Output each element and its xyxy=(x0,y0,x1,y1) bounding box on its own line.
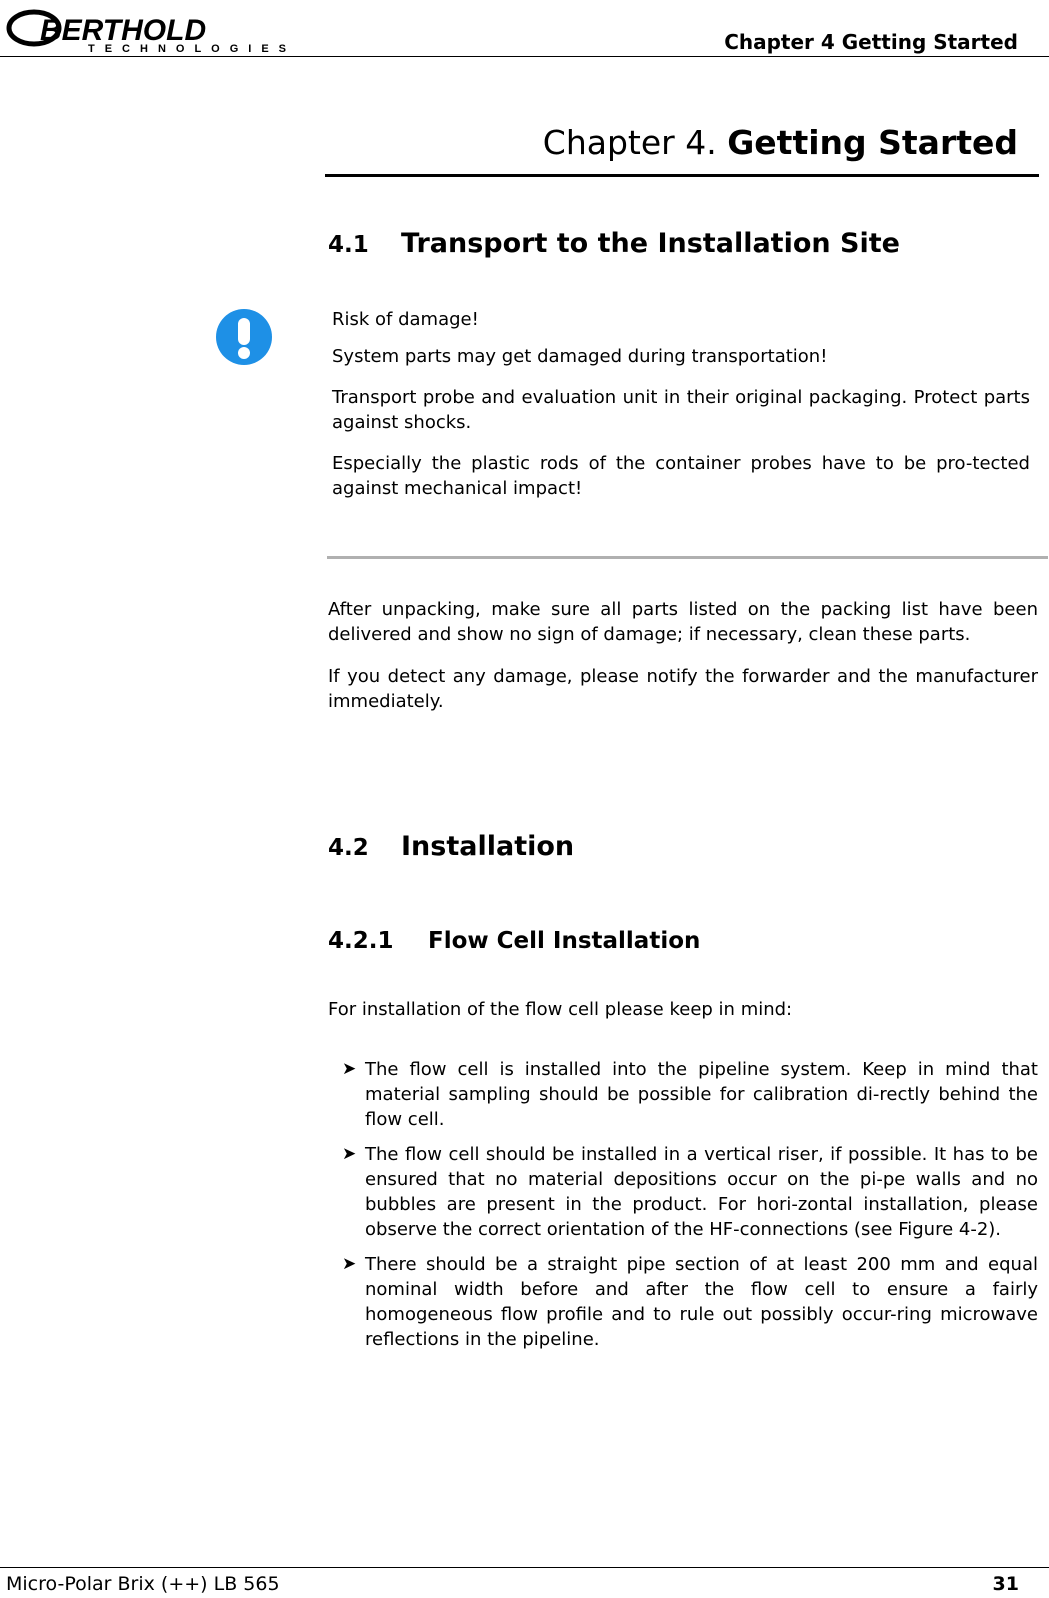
section-heading-4-2-1 xyxy=(328,928,700,954)
section-title: Flow Cell Installation xyxy=(428,928,701,954)
section-number: 4.1 xyxy=(328,232,369,258)
warning-notice xyxy=(332,307,1030,501)
chapter-title: Getting Started xyxy=(727,123,1018,162)
section-intro-4-2-1 xyxy=(328,997,1038,1022)
body-paragraph: If you detect any damage, please notify the forwarder and the manufacturer immediately. xyxy=(328,666,1038,712)
intro-paragraph: For installation of the flow cell please keep in mind: xyxy=(328,999,793,1020)
berthold-logo xyxy=(6,8,306,54)
section-heading-4-2 xyxy=(328,831,574,862)
list-item xyxy=(328,1252,1038,1352)
list-item xyxy=(328,1057,1038,1132)
body-paragraph: After unpacking, make sure all parts listed on the packing list have been delivered and show no sign of damage; if necessary, clean these parts. xyxy=(328,599,1038,645)
section-title: Transport to the Installation Site xyxy=(401,228,900,259)
list-item-text: There should be a straight pipe section of at least 200 mm and equal nominal width before and after the flow cell to ensure a fairly homogeneous flow profile and to rule out possibly occur-ring microwave reflections in the pipeline. xyxy=(365,1254,1038,1350)
exclamation-icon xyxy=(215,308,273,366)
section-body-4-1 xyxy=(328,597,1038,714)
warning-title: Risk of damage! xyxy=(332,309,479,330)
list-item xyxy=(328,1142,1038,1242)
warning-divider xyxy=(327,556,1048,559)
running-header-title: Chapter 4 Getting Started xyxy=(724,30,1018,54)
section-number: 4.2.1 xyxy=(328,928,394,954)
section-title: Installation xyxy=(401,831,575,862)
installation-bullet-list xyxy=(328,1057,1038,1352)
chapter-heading xyxy=(543,123,1018,162)
page-number: 31 xyxy=(992,1573,1019,1595)
warning-line: System parts may get damaged during transportation! xyxy=(332,346,828,367)
arrow-bullet-icon: ➤ xyxy=(342,1144,357,1164)
logo-subtitle: TECHNOLOGIES xyxy=(88,43,297,54)
warning-paragraph: Transport probe and evaluation unit in their original packaging. Protect parts against shocks. xyxy=(332,387,1030,433)
list-item-text: The flow cell should be installed in a vertical riser, if possible. It has to be ensured that no material depositions occur on the pi-pe walls and no bubbles are present in the product. For hori-zontal installation, please observe the correct orientation of the HF-connections (see Figure 4-2). xyxy=(365,1144,1038,1240)
warning-paragraph: Especially the plastic rods of the container probes have to be pro-tected against mechanical impact! xyxy=(332,453,1030,499)
arrow-bullet-icon: ➤ xyxy=(342,1254,357,1274)
arrow-bullet-icon: ➤ xyxy=(342,1059,357,1079)
footer-product-name: Micro-Polar Brix (++) LB 565 xyxy=(6,1573,280,1595)
section-heading-4-1 xyxy=(328,228,900,259)
section-number: 4.2 xyxy=(328,835,369,861)
chapter-divider xyxy=(325,174,1039,177)
header-divider xyxy=(0,56,1049,57)
logo-graphic xyxy=(6,8,306,54)
logo-wordmark: BERTHOLD xyxy=(40,14,207,47)
footer-divider xyxy=(0,1567,1049,1568)
chapter-prefix: Chapter 4. xyxy=(542,123,717,162)
list-item-text: The flow cell is installed into the pipeline system. Keep in mind that material sampling should be possible for calibration di-rectly behind the flow cell. xyxy=(365,1059,1038,1130)
